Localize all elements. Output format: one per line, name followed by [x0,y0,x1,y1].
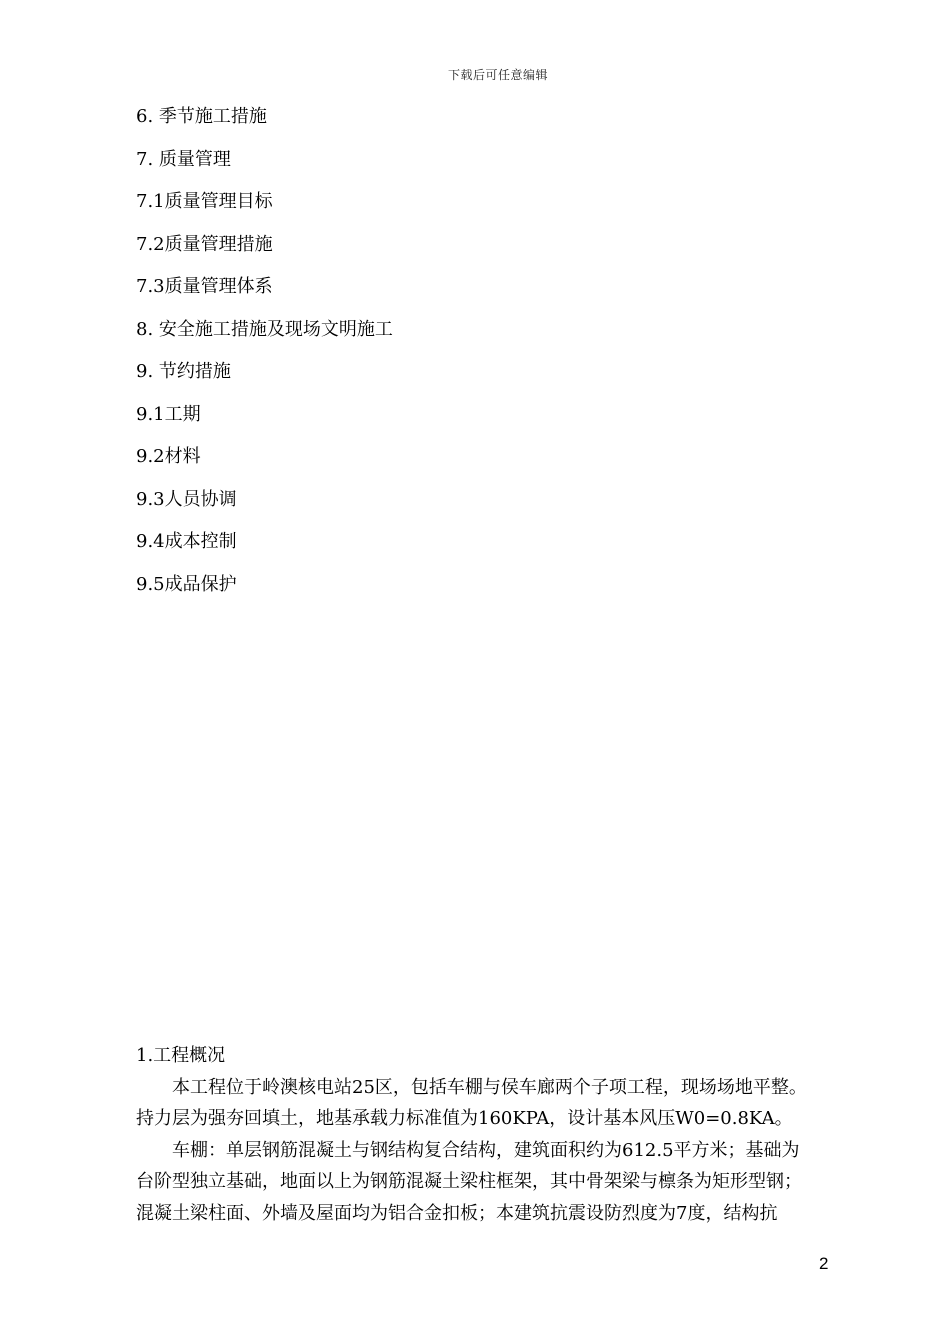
toc-item-9-3: 9.3人员协调 [136,488,237,510]
paragraph-line: 持力层为强夯回填土，地基承载力标准值为160KPA，设计基本风压W0=0.8KA。 [136,1108,793,1129]
page-number: 2 [819,1254,829,1273]
paragraph-line: 本工程位于岭澳核电站25区，包括车棚与侯车廊两个子项工程，现场场地平整。 [172,1076,807,1098]
toc-item-8: 8. 安全施工措施及现场文明施工 [136,318,393,340]
toc-item-9-2: 9.2材料 [136,446,201,467]
toc-item-9-1: 9.1工期 [136,403,201,425]
toc-item-7: 7. 质量管理 [136,148,231,170]
toc-item-9-5: 9.5成品保护 [136,573,237,595]
section-project-overview [136,1040,856,1229]
paragraph-line: 车棚：单层钢筋混凝土与钢结构复合结构，建筑面积约为612.5平方米；基础为 [172,1139,800,1161]
page-header-note: 下载后可任意编辑 [447,68,548,82]
toc-item-7-1: 7.1质量管理目标 [136,191,273,212]
paragraph-line: 混凝土梁柱面、外墙及屋面均为铝合金扣板；本建筑抗震设防烈度为7度，结构抗 [136,1202,778,1224]
section-heading: 1.工程概况 [136,1045,226,1066]
toc-item-7-2: 7.2质量管理措施 [136,233,273,255]
toc-item-7-3: 7.3质量管理体系 [136,276,273,297]
toc-item-9: 9. 节约措施 [136,361,231,382]
toc-item-6: 6. 季节施工措施 [136,106,267,127]
toc-item-9-4: 9.4成本控制 [136,531,237,552]
paragraph-line: 台阶型独立基础，地面以上为钢筋混凝土梁柱框架，其中骨架梁与檩条为矩形型钢； [136,1171,802,1192]
table-of-contents [136,102,393,612]
